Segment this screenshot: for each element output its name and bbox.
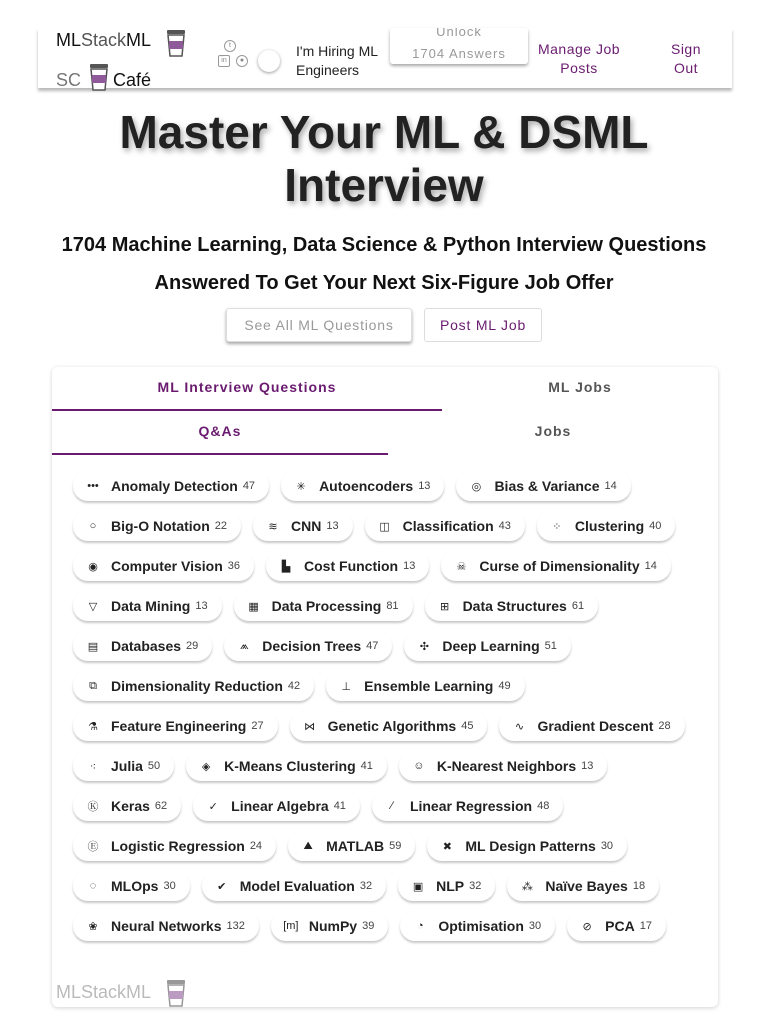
topic-name: Genetic Algorithms [327,718,457,734]
theme-toggle[interactable] [258,50,280,72]
topic-chip[interactable] [224,631,392,661]
topic-count: 61 [571,600,585,612]
coffee-cup-icon [164,28,186,58]
topic-count: 22 [214,520,228,532]
tab-qas[interactable]: Q&As [52,411,388,455]
topic-name: Model Evaluation [239,878,355,894]
pca-icon: ⊘ [582,920,592,933]
site-logo[interactable] [56,28,206,98]
topic-count: 27 [251,720,264,732]
post-job-button[interactable]: Post ML Job [424,308,542,342]
topic-name: Ensemble Learning [364,678,494,694]
topic-name: Optimisation [438,918,524,934]
linkedin-icon[interactable]: in [218,55,230,67]
topic-count: 13 [581,760,594,772]
topic-chip[interactable] [73,671,314,701]
subtitle-line-2: Answered To Get Your Next Six-Figure Job Offer [154,272,614,294]
topic-count: 18 [632,880,646,892]
topic-count: 132 [226,920,245,932]
topic-count: 14 [604,480,617,492]
topic-chip[interactable] [73,711,278,741]
target-icon: ◎ [471,480,482,493]
topic-name: Data Mining [111,598,191,614]
filter-icon: ▽ [88,600,98,613]
topic-count: 13 [326,520,339,532]
topic-chip[interactable] [281,471,444,501]
topic-row [73,551,703,591]
topic-count: 81 [386,600,399,612]
check-circle-icon: ✔ [217,880,227,893]
topic-chip[interactable] [507,871,659,901]
social-links [218,40,248,80]
topic-chip[interactable] [73,631,212,661]
unlock-label: Unlock [436,28,482,39]
topic-count: 51 [544,640,557,652]
topic-row [73,631,703,671]
topic-count: 48 [537,800,550,812]
topic-name: NumPy [308,918,358,934]
topic-row [73,471,703,511]
footer-logo-stack: Stack [81,982,127,1002]
topic-count: 28 [658,720,671,732]
check-icon: ✓ [208,800,218,813]
manage-job-posts-link[interactable]: Manage Job Posts [537,41,621,76]
database-icon: ▤ [87,640,99,653]
topic-name: K-Means Clustering [224,758,356,774]
topics-card [52,367,718,1007]
tab-jobs[interactable]: Jobs [534,423,572,439]
topic-name: CNN [291,518,322,534]
topic-chip[interactable] [537,511,675,541]
topic-chip[interactable] [253,511,353,541]
topic-chip[interactable] [425,591,599,621]
topic-name: Data Structures [462,598,567,614]
topic-chip[interactable] [186,751,387,781]
topic-count: 13 [403,560,416,572]
topic-chip[interactable] [73,831,276,861]
flask-icon: ⚗ [88,720,98,733]
topic-chip[interactable] [372,791,563,821]
topic-row [73,831,703,871]
coffee-cup-icon [87,62,109,92]
slash-icon: ∕ [391,800,393,812]
topic-chip[interactable] [400,911,555,941]
topic-row [73,871,703,911]
topic-count: 47 [242,480,256,492]
topic-count: 13 [418,480,431,492]
logo-line-1 [56,30,151,51]
coffee-cup-icon [164,978,188,1013]
subtitle-line-1: 1704 Machine Learning, Data Science & Python Interview Questions [61,234,707,256]
hiring-link[interactable]: I'm Hiring ML Engineers [296,43,378,78]
bayes-icon: ⁂ [521,880,533,893]
grid-icon: ▦ [248,600,259,613]
topic-name: NLP [436,878,465,894]
brain-icon: ❀ [88,920,98,933]
footer-logo-ml2: ML [126,982,152,1002]
topic-name: Linear Regression [409,798,533,814]
topic-name: PCA [605,918,635,934]
topic-name: Big-O Notation [111,518,210,534]
topic-count: 30 [163,880,176,892]
topic-count: 49 [498,680,511,692]
topic-count: 41 [333,800,346,812]
blocks-icon: ⊞ [439,600,450,613]
topic-count: 17 [639,920,652,932]
pattern-icon: ✖ [442,840,452,853]
topic-chip[interactable] [73,471,269,501]
topic-row [73,711,703,751]
topic-row [73,511,703,551]
topic-chip[interactable] [193,791,360,821]
chart-icon: ▙ [281,560,291,573]
topic-name: ML Design Patterns [465,838,596,854]
topic-chip[interactable] [398,871,495,901]
topic-count: 36 [227,560,241,572]
topic-chip[interactable] [234,591,413,621]
topic-chip-list [73,471,703,951]
split-icon: ◫ [379,520,390,533]
circle-icon: ○ [89,520,97,532]
curve-icon: ∿ [514,720,525,733]
topic-count: 41 [360,760,373,772]
topic-chip[interactable] [404,631,571,661]
topic-row [73,911,703,951]
topic-count: 30 [600,840,614,852]
topic-name: Logistic Regression [111,838,245,854]
topic-chip[interactable] [73,791,181,821]
gauge-icon: ◔ [417,920,424,932]
topic-chip[interactable] [399,751,608,781]
diamond-icon: ◈ [201,760,211,773]
scatter-icon: ⁘ [552,520,562,533]
topic-row [73,751,703,791]
topic-count: 50 [147,760,161,772]
topic-name: Keras [111,798,150,814]
copy-icon: ⧉ [89,679,97,692]
topic-chip[interactable] [73,591,222,621]
face-icon: ☺ [413,760,425,772]
topic-count: 42 [287,680,301,692]
topic-name: Anomaly Detection [111,478,238,494]
page-subtitle [40,226,728,302]
brackets-icon: [m] [283,920,299,932]
topic-count: 30 [528,920,542,932]
topic-row [73,671,703,711]
keras-icon: Ⓚ [87,801,99,813]
topic-name: Linear Algebra [231,798,329,814]
dots-icon: ••• [87,480,99,492]
topic-chip[interactable] [456,471,630,501]
topic-name: Classification [402,518,494,534]
sparkle-icon: ✳ [296,480,306,493]
topic-name: Bias & Variance [494,478,600,494]
topic-name: Databases [111,638,182,654]
topic-name: Neural Networks [111,918,222,934]
logo-ml: ML [56,30,82,50]
logo-ml2: ML [126,30,152,50]
topic-chip[interactable] [73,751,174,781]
topic-count: 62 [154,800,168,812]
topic-name: Computer Vision [111,558,223,574]
topic-name: Julia [111,758,143,774]
topic-count: 47 [366,640,379,652]
julia-icon: ⁖ [89,760,97,773]
topic-chip[interactable] [73,511,241,541]
topic-name: Curse of Dimensionality [479,558,640,574]
topic-name: Autoencoders [319,478,414,494]
topic-chip[interactable] [73,911,259,941]
topic-count: 13 [195,600,208,612]
topic-row [73,591,703,631]
footer-logo-ml: ML [56,982,82,1002]
topic-chip[interactable] [499,711,684,741]
topic-count: 24 [249,840,263,852]
topic-chip[interactable] [290,711,488,741]
see-all-questions-button[interactable]: See All ML Questions [226,308,412,342]
tree-icon: ⩕ [239,639,249,652]
topic-count: 14 [644,560,657,572]
logo-line-2 [56,66,151,96]
eye-icon: ◉ [88,560,98,573]
topic-count: 29 [186,640,199,652]
topic-name: Feature Engineering [111,718,247,734]
top-nav-bar [38,28,732,88]
topic-chip[interactable] [567,911,666,941]
matlab-icon: ⛰ [303,839,313,852]
topic-name: K-Nearest Neighbors [436,758,577,774]
topic-name: Deep Learning [442,638,540,654]
e-circle-icon: Ⓔ [87,841,99,853]
topic-chip[interactable] [202,871,386,901]
topic-name: Clustering [574,518,645,534]
topic-count: 39 [362,920,375,932]
topic-chip[interactable] [365,511,525,541]
topic-count: 43 [498,520,511,532]
footer-logo [56,982,151,1003]
topic-count: 32 [469,880,482,892]
hierarchy-icon: ⊥ [341,680,351,693]
topic-chip[interactable] [441,551,671,581]
network-icon: ✣ [419,640,429,653]
tab-ml-jobs[interactable]: ML Jobs [548,379,612,395]
unlock-answers-button[interactable] [390,28,528,64]
logo-sc: SC [56,69,82,90]
topic-count: 59 [389,840,402,852]
logo-cafe: Café [113,69,152,90]
topic-chip[interactable] [326,671,524,701]
sign-out-link[interactable]: Sign Out [670,41,702,76]
loop-icon: ◌ [89,880,97,892]
twitter-icon[interactable]: t [224,40,236,52]
layers-icon: ≋ [268,520,278,533]
topic-chip[interactable] [266,551,429,581]
primary-tabs [52,367,718,411]
page-title: Master Your ML & DSML Interview [119,106,649,211]
topic-name: Decision Trees [262,638,362,654]
topic-name: Naïve Bayes [545,878,628,894]
topic-name: Dimensionality Reduction [111,678,283,694]
topic-chip[interactable] [288,831,415,861]
topic-name: MATLAB [326,838,385,854]
dna-icon: ⋈ [304,720,316,733]
topic-name: Cost Function [304,558,399,574]
topic-name: Data Processing [271,598,382,614]
topic-count: 45 [461,720,474,732]
topic-chip[interactable] [271,911,388,941]
topic-chip[interactable] [73,551,254,581]
topic-count: 32 [359,880,373,892]
skull-icon: ☠ [456,560,467,573]
topic-row [73,791,703,831]
topic-name: Gradient Descent [537,718,654,734]
tab-ml-interview-questions[interactable]: ML Interview Questions [52,367,442,411]
unlock-count-label: 1704 Answers [412,46,506,61]
topic-chip[interactable] [73,871,190,901]
chat-icon: ▣ [412,880,424,893]
github-icon[interactable]: ● [236,55,248,67]
topic-count: 40 [649,520,662,532]
secondary-tabs [52,411,718,455]
topic-chip[interactable] [427,831,627,861]
topic-name: MLOps [111,878,159,894]
logo-stack: Stack [81,30,127,50]
